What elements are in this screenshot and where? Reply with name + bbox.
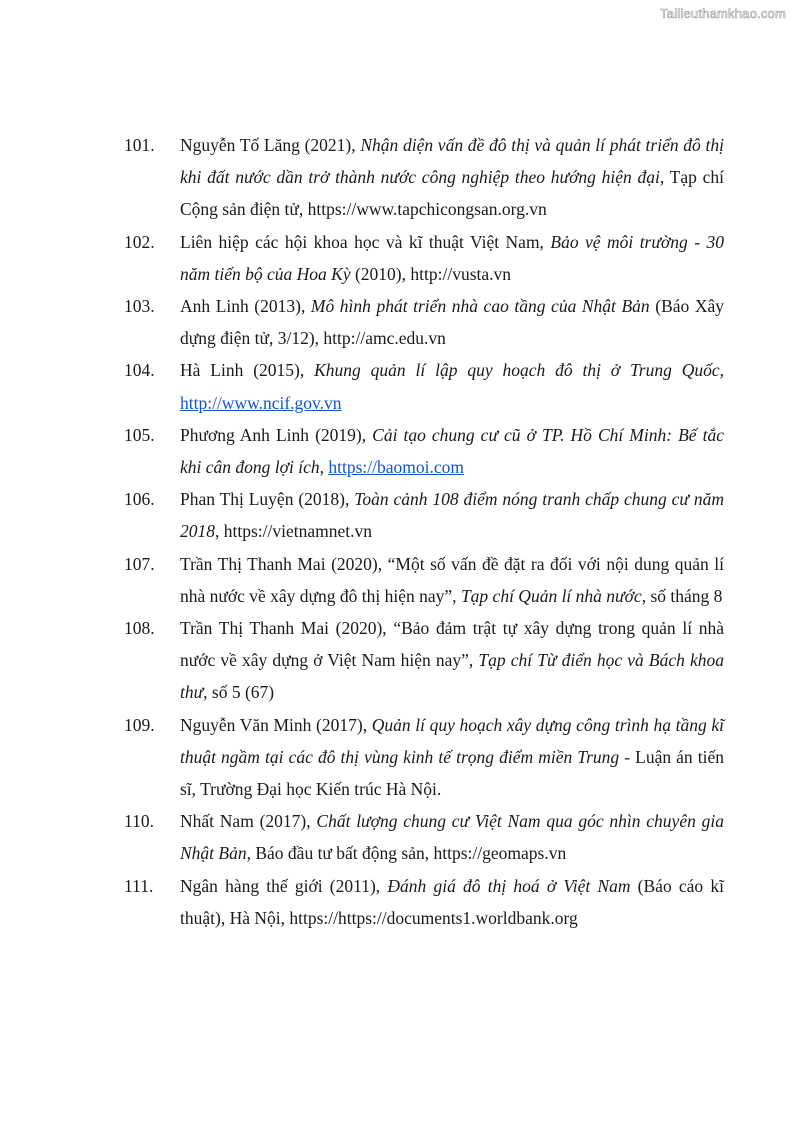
- reference-item: [124, 129, 724, 226]
- reference-number: 102.: [124, 231, 155, 252]
- reference-source: số 5 (67): [207, 682, 275, 703]
- reference-title: Toàn cảnh 108 điểm nóng tranh chấp chung cư năm 2018: [180, 489, 724, 542]
- reference-item: [124, 805, 724, 869]
- reference-title: Mô hình phát triển nhà cao tầng của Nhật Bản: [310, 296, 650, 317]
- reference-source: (Báo Xây dựng điện tử, 3/12), http://amc.edu.vn: [180, 296, 724, 349]
- reference-item: [124, 548, 724, 612]
- reference-author: Nguyễn Văn Minh (2017),: [180, 714, 372, 735]
- reference-number: 107.: [124, 553, 155, 574]
- reference-list: [124, 129, 724, 934]
- reference-number: 108.: [124, 618, 155, 639]
- reference-author: Phương Anh Linh (2019),: [180, 424, 373, 445]
- reference-number: 109.: [124, 714, 155, 735]
- reference-item: [124, 290, 724, 354]
- reference-author: Trần Thị Thanh Mai (2020), “Một số vấn đề đặt ra đối với nội dung quản lí nhà nước về xây dựng đô thị hiện nay”,: [180, 553, 724, 606]
- reference-number: 106.: [124, 489, 155, 510]
- reference-item: [124, 419, 724, 483]
- reference-author: Liên hiệp các hội khoa học và kĩ thuật Việt Nam,: [180, 231, 551, 252]
- reference-author: Ngân hàng thế giới (2011),: [180, 875, 388, 896]
- reference-source: , https://vietnamnet.vn: [215, 521, 372, 542]
- reference-source: , Tạp chí Cộng sản điện tử, https://www.tapchicongsan.org.vn: [180, 167, 724, 220]
- reference-number: 110.: [124, 811, 154, 832]
- reference-author: Anh Linh (2013),: [180, 296, 311, 317]
- reference-title: Quản lí quy hoạch xây dựng công trình hạ tầng kĩ thuật ngầm tại các đô thị vùng kinh tế trọng điểm miền Trung: [180, 714, 724, 767]
- reference-source: - Luận án tiến sĩ, Trường Đại học Kiến trúc Hà Nội.: [180, 746, 725, 800]
- reference-title: Cải tạo chung cư cũ ở TP. Hồ Chí Minh: Bế tắc khi cân đong lợi ích: [180, 424, 724, 478]
- reference-source: , số tháng 8: [641, 585, 723, 606]
- reference-item: [124, 612, 724, 709]
- reference-title: Tạp chí Quản lí nhà nước: [460, 585, 642, 606]
- reference-title: Nhận diện vấn đề đô thị và quản lí phát triển đô thị khi đất nước dần trở thành nước công nghiệp theo hướng hiện đại: [180, 135, 724, 188]
- reference-title: Đánh giá đô thị hoá ở Việt Nam: [387, 875, 631, 896]
- reference-source: (Báo cáo kĩ thuật), Hà Nội, https://https://documents1.worldbank.org: [180, 875, 724, 928]
- reference-number: 105.: [124, 424, 155, 445]
- reference-item: [124, 354, 724, 418]
- reference-number: 101.: [124, 135, 155, 155]
- reference-source: (2010), http://vusta.vn: [350, 263, 512, 284]
- reference-author: Trần Thị Thanh Mai (2020), “Bảo đảm trật tự xây dựng trong quản lí nhà nước về xây dựng ở Việt Nam hiện nay”,: [180, 618, 724, 671]
- reference-title: Chất lượng chung cư Việt Nam qua góc nhìn chuyên gia Nhật Bản: [180, 811, 724, 864]
- reference-title: Tạp chí Từ điển học và Bách khoa thư,: [180, 650, 724, 703]
- reference-link[interactable]: http://www.ncif.gov.vn: [180, 392, 342, 413]
- watermark: Tailieuthamkhao.com: [660, 6, 786, 21]
- reference-number: 104.: [124, 360, 155, 381]
- reference-item: [124, 709, 724, 806]
- reference-title: Bảo vệ môi trường - 30 năm tiến bộ của Hoa Kỳ: [180, 231, 724, 284]
- reference-item: [124, 870, 724, 934]
- reference-author: Phan Thị Luyện (2018),: [180, 489, 355, 510]
- reference-item: [124, 226, 724, 290]
- reference-author: Nguyễn Tố Lăng (2021),: [180, 135, 361, 155]
- reference-number: 103.: [124, 296, 155, 317]
- reference-author: Hà Linh (2015),: [180, 360, 315, 381]
- reference-title: Khung quản lí lập quy hoạch đô thị ở Trung Quốc,: [314, 360, 724, 381]
- reference-author: Nhất Nam (2017),: [180, 811, 317, 832]
- reference-number: 111.: [124, 875, 154, 896]
- reference-source: ,: [319, 457, 329, 478]
- reference-item: [124, 483, 724, 547]
- reference-link[interactable]: https://baomoi.com: [328, 457, 464, 478]
- reference-source: , Báo đầu tư bất động sản, https://geomaps.vn: [246, 843, 567, 864]
